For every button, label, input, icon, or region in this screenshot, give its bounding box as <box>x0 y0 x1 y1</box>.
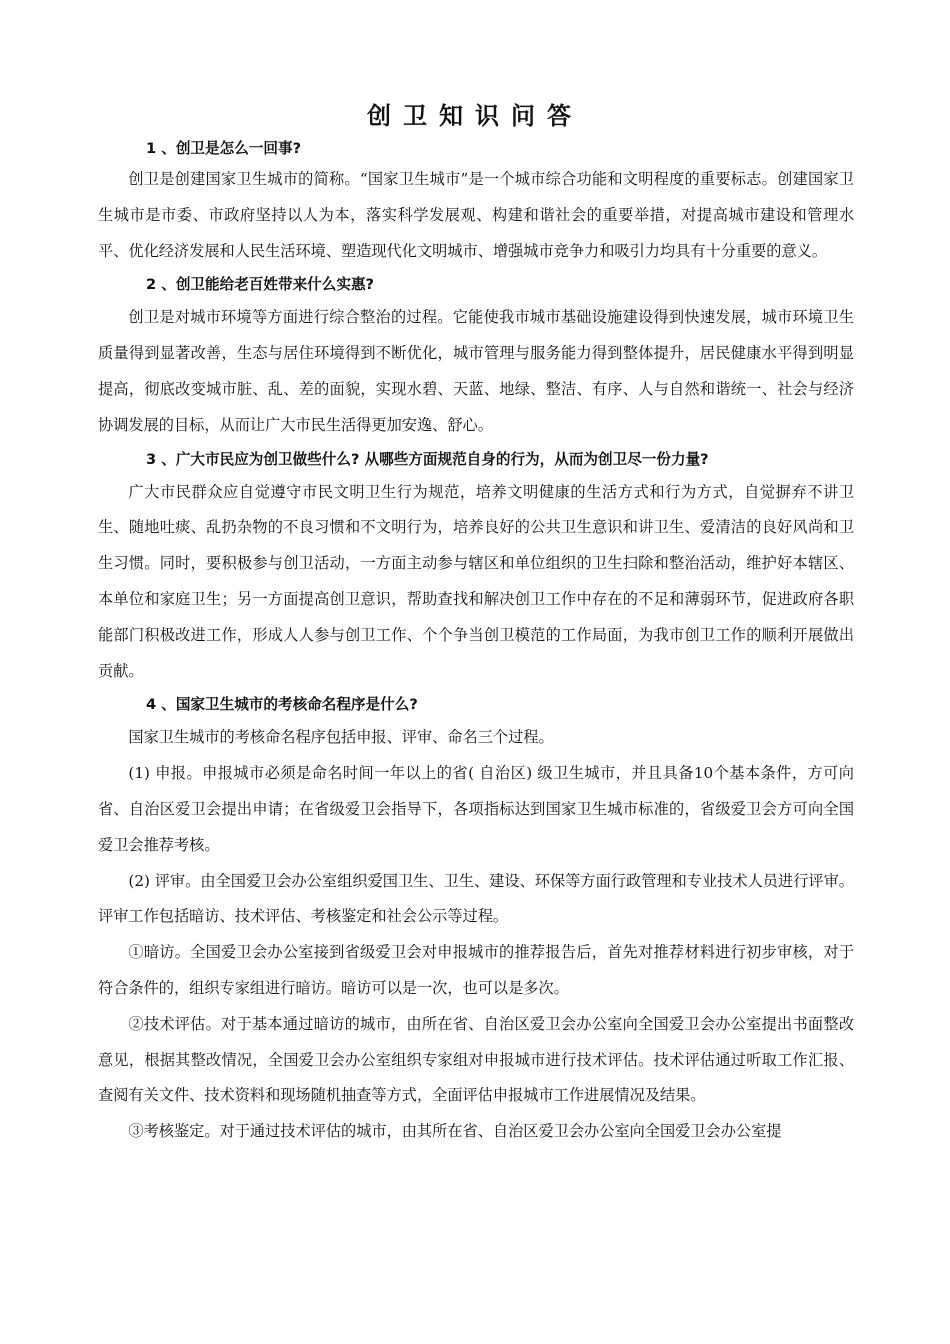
substep-paragraph-technical-assessment: ②技术评估。对于基本通过暗访的城市，由所在省、自治区爱卫会办公室向全国爱卫会办公室提出书面整改意见，根据其整改情况，全国爱卫会办公室组织专家组对申报城市进行技术评估。技术评估通过听取工作汇报、查阅有关文件、技术资料和现场随机抽查等方式，全面评估申报城市工作进展情况及结果。 <box>98 1014 854 1105</box>
question-heading: 1 、创卫是怎么一回事? <box>146 140 302 157</box>
document-body <box>98 138 854 1150</box>
step-paragraph-application: (1) 申报。申报城市必须是命名时间一年以上的省( 自治区) 级卫生城市，并且具备10个基本条件，方可向省、自治区爱卫会提出申请；在省级爱卫会指导下，各项指标达到国家卫生城市标准的，省级爱卫会方可向全国爱卫会推荐考核。 <box>98 764 854 854</box>
answer-paragraph: 广大市民群众应自觉遵守市民文明卫生行为规范，培养文明健康的生活方式和行为方式，自觉摒弃不讲卫生、随地吐痰、乱扔杂物的不良习惯和不文明行为，培养良好的公共卫生意识和讲卫生、爱清洁的良好风尚和卫生习惯。同时，要积极参与创卫活动，一方面主动参与辖区和单位组织的卫生扫除和整治活动，维护好本辖区、本单位和家庭卫生；另一方面提高创卫意识，帮助查找和解决创卫工作中存在的不足和薄弱环节，促进政府各职能部门积极改进工作，形成人人参与创卫工作、个个争当创卫模范的工作局面，为我市创卫工作的顺利开展做出贡献。 <box>98 482 854 680</box>
substep-paragraph-covert-visit: ①暗访。全国爱卫会办公室接到省级爱卫会对申报城市的推荐报告后，首先对推荐材料进行初步审核，对于符合条件的，组织专家组进行暗访。暗访可以是一次，也可以是多次。 <box>98 943 854 997</box>
question-heading: 2 、创卫能给老百姓带来什么实惠? <box>146 276 375 294</box>
question-heading: 3 、广大市民应为创卫做些什么? 从哪些方面规范自身的行为，从而为创卫尽一份力量? <box>146 450 709 468</box>
answer-paragraph: 国家卫生城市的考核命名程序包括申报、评审、命名三个过程。 <box>128 728 554 747</box>
answer-paragraph: 创卫是对城市环境等方面进行综合整治的过程。它能使我市城市基础设施建设得到快速发展，城市环境卫生质量得到显著改善，生态与居住环境得到不断优化，城市管理与服务能力得到整体提升，居民健康水平得到明显提高，彻底改变城市脏、乱、差的面貌，实现水碧、天蓝、地绿、整洁、有序、人与自然和谐统一、社会与经济协调发展的目标，从而让广大市民生活得更加安逸、舒心。 <box>98 308 854 434</box>
answer-paragraph: 创卫是创建国家卫生城市的简称。“国家卫生城市”是一个城市综合功能和文明程度的重要标志。创建国家卫生城市是市委、市政府坚持以人为本，落实科学发展观、构建和谐社会的重要举措，对提高城市建设和管理水平、优化经济发展和人民生活环境、塑造现代化文明城市、增强城市竞争力和吸引力均具有十分重要的意义。 <box>98 170 854 260</box>
substep-paragraph-appraisal: ③考核鉴定。对于通过技术评估的城市，由其所在省、自治区爱卫会办公室向全国爱卫会办公室提 <box>128 1122 782 1141</box>
page-title: 创卫知识问答 <box>367 102 583 130</box>
question-heading: 4 、国家卫生城市的考核命名程序是什么? <box>146 696 418 714</box>
step-paragraph-review: (2) 评审。由全国爱卫会办公室组织爱国卫生、卫生、建设、环保等方面行政管理和专业技术人员进行评审。评审工作包括暗访、技术评估、考核鉴定和社会公示等过程。 <box>98 871 854 926</box>
